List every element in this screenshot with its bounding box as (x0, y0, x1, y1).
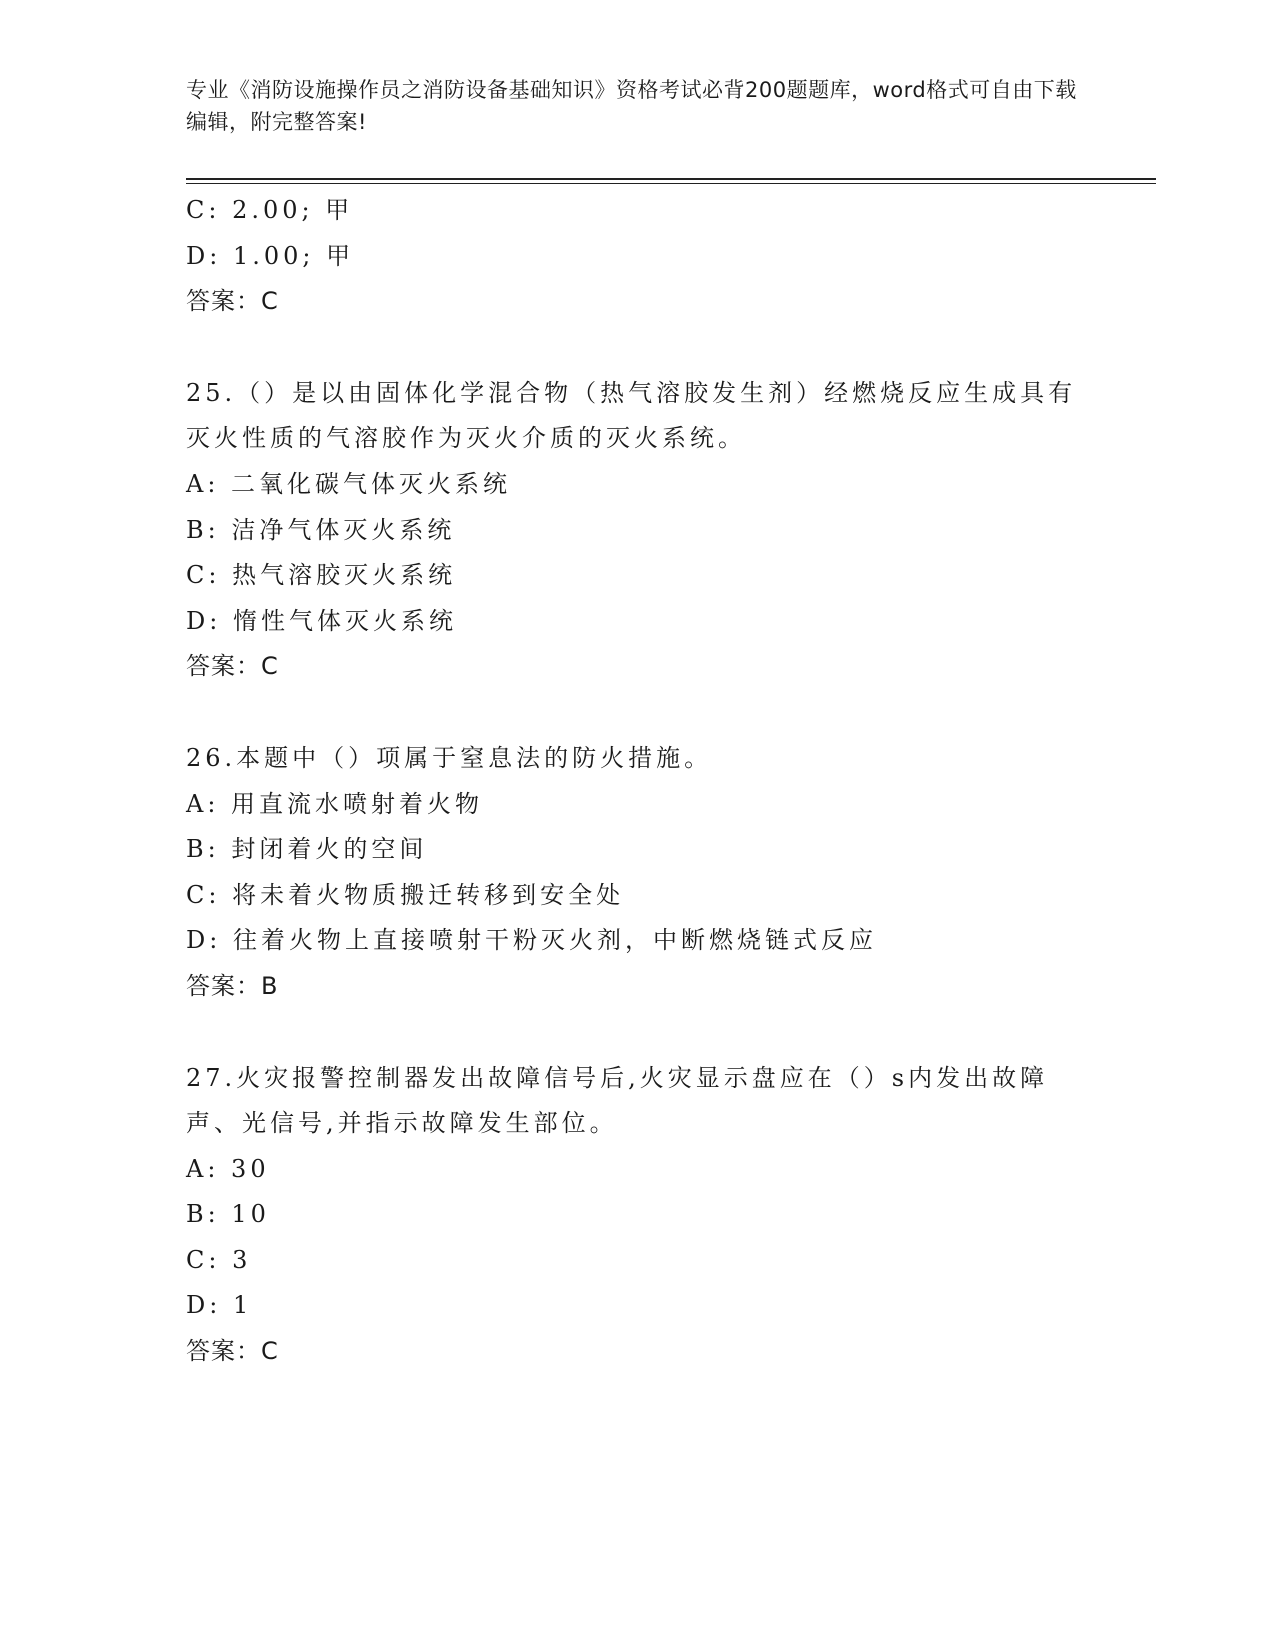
answer-line: 答案：C (186, 1337, 279, 1366)
question-stem: 26.本题中（）项属于窒息法的防火措施。 (186, 743, 713, 772)
option-c: C: 2.00; 甲 (186, 196, 354, 224)
question-26 (186, 736, 1086, 1010)
header-divider-thin (186, 183, 1156, 184)
option-b: B: 洁净气体灭火系统 (186, 515, 456, 544)
question-stem: 25.（）是以由固体化学混合物（热气溶胶发生剂）经燃烧反应生成具有灭火性质的气溶胶作为灭火介质的灭火系统。 (186, 378, 1077, 453)
question-25 (186, 371, 1086, 690)
carryover-question (186, 188, 1086, 325)
document-header: 专业《消防设施操作员之消防设备基础知识》资格考试必背200题题库，word格式可自由下载编辑，附完整答案! (186, 78, 1077, 134)
option-d: D: 往着火物上直接喷射干粉灭火剂，中断燃烧链式反应 (186, 926, 877, 955)
question-content (186, 188, 1086, 1375)
option-c: C: 将未着火物质搬迁转移到安全处 (186, 880, 625, 909)
question-27 (186, 1056, 1086, 1375)
option-c: C: 3 (186, 1245, 252, 1274)
option-a: A: 二氧化碳气体灭火系统 (186, 469, 512, 498)
answer-line: 答案：C (186, 287, 279, 316)
option-d: D: 1 (186, 1291, 253, 1320)
option-b: B: 10 (186, 1200, 270, 1229)
option-a: A: 用直流水喷射着火物 (186, 789, 484, 818)
option-a: A: 30 (186, 1154, 270, 1183)
answer-line: 答案：B (186, 971, 279, 1000)
option-c: C: 热气溶胶灭火系统 (186, 561, 457, 590)
answer-line: 答案：C (186, 652, 279, 681)
spacer (186, 690, 1086, 736)
question-stem: 27.火灾报警控制器发出故障信号后,火灾显示盘应在（）s内发出故障声、光信号,并指示故障发生部位。 (186, 1063, 1049, 1138)
header-divider-thick (186, 178, 1156, 180)
option-d: D: 惰性气体灭火系统 (186, 606, 457, 635)
option-b: B: 封闭着火的空间 (186, 835, 428, 864)
spacer (186, 325, 1086, 371)
spacer (186, 1010, 1086, 1056)
option-d: D: 1.00; 甲 (186, 241, 355, 270)
